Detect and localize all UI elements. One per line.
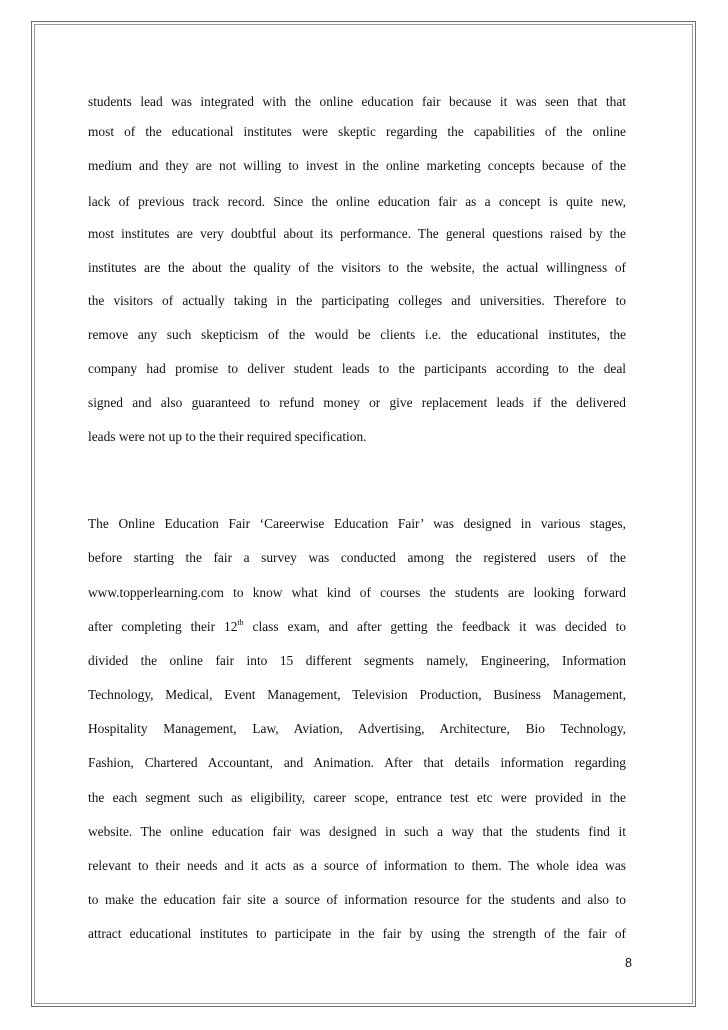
text-line: institutes are the about the quality of the visitors to the website, the actual willingness of [88,260,626,275]
text-line: www.topperlearning.com to know what kind of courses the students are looking forward [88,585,626,600]
text-segment: class exam, and after getting the feedback it was decided to [243,619,627,634]
text-line: company had promise to deliver student leads to the participants according to the deal [88,361,626,376]
page-number: 8 [625,956,632,970]
text-line: remove any such skepticism of the would be clients i.e. the educational institutes, the [88,327,626,342]
text-line: Fashion, Chartered Accountant, and Animation. After that details information regarding [88,755,626,770]
text-line: medium and they are not willing to invest in the online marketing concepts because of the [88,158,626,173]
text-segment: after completing their 12 [88,619,238,634]
superscript-ordinal: th [237,618,244,627]
text-line-with-superscript [88,619,626,635]
text-line: divided the online fair into 15 different segments namely, Engineering, Information [88,653,626,668]
text-line: most of the educational institutes were skeptic regarding the capabilities of the online [88,124,626,139]
text-line: signed and also guaranteed to refund money or give replacement leads if the delivered [88,395,626,410]
text-line: before starting the fair a survey was conducted among the registered users of the [88,550,626,565]
text-line: to make the education fair site a source of information resource for the students and also to [88,892,626,907]
text-line: Technology, Medical, Event Management, Television Production, Business Management, [88,687,626,702]
text-line: Hospitality Management, Law, Aviation, Advertising, Architecture, Bio Technology, [88,721,626,736]
text-line: attract educational institutes to participate in the fair by using the strength of the fair of [88,926,626,941]
text-line: the each segment such as eligibility, career scope, entrance test etc were provided in the [88,790,626,805]
text-line: relevant to their needs and it acts as a source of information to them. The whole idea was [88,858,626,873]
text-line: most institutes are very doubtful about its performance. The general questions raised by the [88,226,626,241]
text-line: lack of previous track record. Since the online education fair as a concept is quite new, [88,194,626,209]
text-line: website. The online education fair was designed in such a way that the students find it [88,824,626,839]
text-line: leads were not up to the their required specification. [88,429,367,444]
text-line: students lead was integrated with the online education fair because it was seen that that [88,94,626,109]
text-line: the visitors of actually taking in the participating colleges and universities. Therefore to [88,293,626,308]
text-line: The Online Education Fair ‘Careerwise Education Fair’ was designed in various stages, [88,516,626,531]
